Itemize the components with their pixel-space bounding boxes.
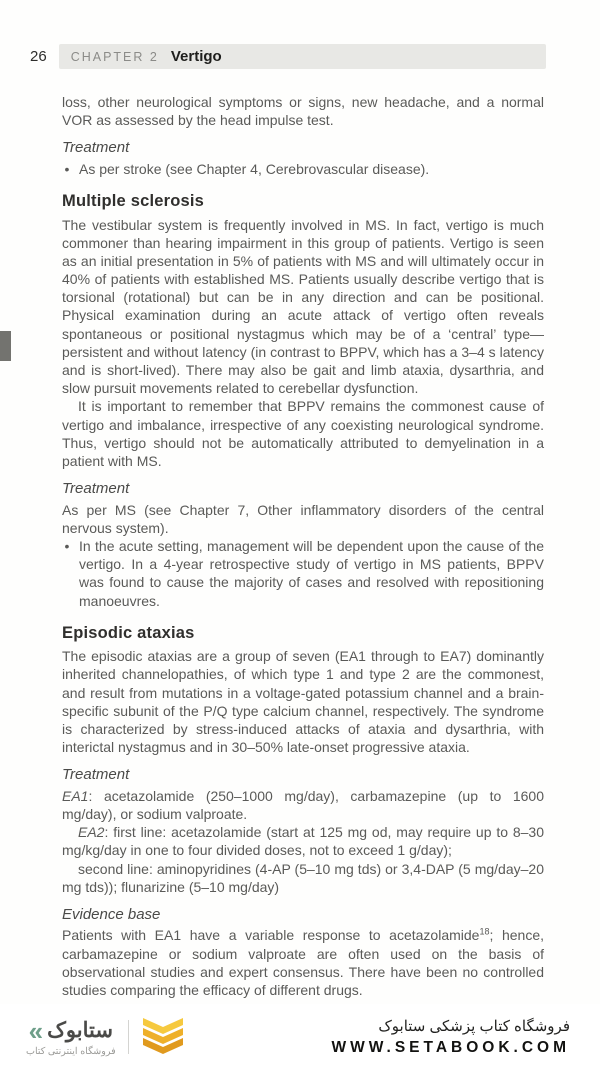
treatment-heading-ea: Treatment <box>62 766 130 784</box>
logo-divider <box>128 1020 129 1054</box>
paragraph-ea1 <box>62 787 544 823</box>
ea1-label: EA1 <box>62 787 89 804</box>
section-heading-episodic-ataxias: Episodic ataxias <box>62 623 195 642</box>
bullet-glyph: • <box>64 538 70 554</box>
evidence-text-after: ; hence, carbamazepine or sodium valproate are often used on the basis of observational studies and expert consensus. There have been no controlled studies comparing the efficacy of different drugs. <box>62 927 544 998</box>
paragraph-ms-1: The vestibular system is frequently involved in MS. In fact, vertigo is much commoner than hearing impairment in this group of patients. Vertigo is seen as an initial presentation in 5% of patients with MS and will ultimately occur in 40% of patients with established MS. Patients usually describe vertigo that is torsional (rotational) but can be in any direction and can be positional. Physical examination during an acute attack of vertigo often reveals spontaneous or positional nystagmus which may be of a ‘central’ type—persistent and without latency (in contrast to BPPV, which has a 3–4 s latency and is short-lived). There may also be gait and limb ataxia, dysarthria, and slow pursuit movements related to cerebellar dysfunction. <box>62 216 544 397</box>
paragraph-ms-treatment: As per MS (see Chapter 7, Other inflammatory disorders of the central nervous system). <box>62 501 544 536</box>
paragraph-ea: The episodic ataxias are a group of seven (EA1 through to EA7) dominantly inherited channelopathies, of which type 1 and type 2 are the commonest, and result from mutations in a voltage-gated potassium channel and a brain-specific subunit of the P/Q type calcium channel, respectively. The syndrome is characterized by stress-induced attacks of ataxia and dysarthria, with interictal nystagmus and in 30–50% late-onset progressive ataxia. <box>62 648 544 756</box>
chevron-stack-icon <box>141 1017 185 1057</box>
reference-superscript: 18 <box>479 926 490 937</box>
treatment-heading-stroke: Treatment <box>62 139 130 157</box>
evidence-text-before: Patients with EA1 have a variable response to acetazolamide <box>62 927 480 944</box>
footer-text <box>332 1017 571 1057</box>
bullet-text: In the acute setting, management will be dependent upon the cause of the vertigo. In a 4-year retrospective study of vertigo in MS patients, BPPV was found to cause the majority of cases and resolved with repositioning manoeuvres. <box>79 538 544 609</box>
paragraph-ea-second-line: second line: aminopyridines (4-AP (5–10 mg tds) or 3,4-DAP (5 mg/day–20 mg tds)); flunarizine (5–10 mg/day) <box>62 860 544 895</box>
paragraph-evidence <box>62 926 544 999</box>
paragraph-ea2 <box>62 823 544 859</box>
chapter-title: Vertigo <box>170 48 222 65</box>
website-url[interactable]: WWW.SETABOOK.COM <box>331 1039 570 1056</box>
section-heading-multiple-sclerosis: Multiple sclerosis <box>62 192 205 211</box>
bullet-text: As per stroke (see Chapter 4, Cerebrovascular disease). <box>79 160 430 177</box>
footer <box>0 1004 600 1080</box>
logo-wordmark-block <box>26 1015 116 1057</box>
bullet-glyph: • <box>64 160 70 177</box>
chapter-edge-tab <box>0 331 11 361</box>
page-header <box>30 44 546 69</box>
chapter-header-bar <box>59 44 546 69</box>
treatment-heading-ms: Treatment <box>62 480 130 498</box>
store-name: فروشگاه کتاب پزشکی ستابوک <box>378 1018 570 1035</box>
paragraph-continuation: loss, other neurological symptoms or signs, new headache, and a normal VOR as assessed by the head impulse test. <box>62 94 544 129</box>
logo-wordmark: ستابوک <box>47 1018 113 1042</box>
ea2-text: : first line: acetazolamide (start at 125 mg od, may require up to 8–30 mg/kg/day in one to four divided doses, not to exceed 1 g/day); <box>62 824 544 859</box>
logo-guillemet-icon: « <box>28 1015 44 1046</box>
logo-tagline: فروشگاه اینترنتی کتاب <box>26 1045 116 1057</box>
ea1-text: : acetazolamide (250–1000 mg/day), carbamazepine (up to 1600 mg/day), or sodium valproate. <box>62 787 544 822</box>
evidence-base-heading: Evidence base <box>62 905 161 923</box>
chapter-label: CHAPTER 2 <box>70 50 159 64</box>
setabook-logo <box>26 1017 185 1057</box>
paragraph-ms-2: It is important to remember that BPPV remains the commonest cause of vertigo and imbalance, irrespective of any coexisting neurological syndrome. Thus, vertigo should not be automatically attributed to demyelination in a patient with MS. <box>62 398 544 469</box>
page-content <box>62 93 544 999</box>
bullet-item <box>62 160 544 178</box>
ea2-label: EA2 <box>78 824 105 841</box>
page-number: 26 <box>30 48 47 65</box>
bullet-item <box>62 537 544 610</box>
